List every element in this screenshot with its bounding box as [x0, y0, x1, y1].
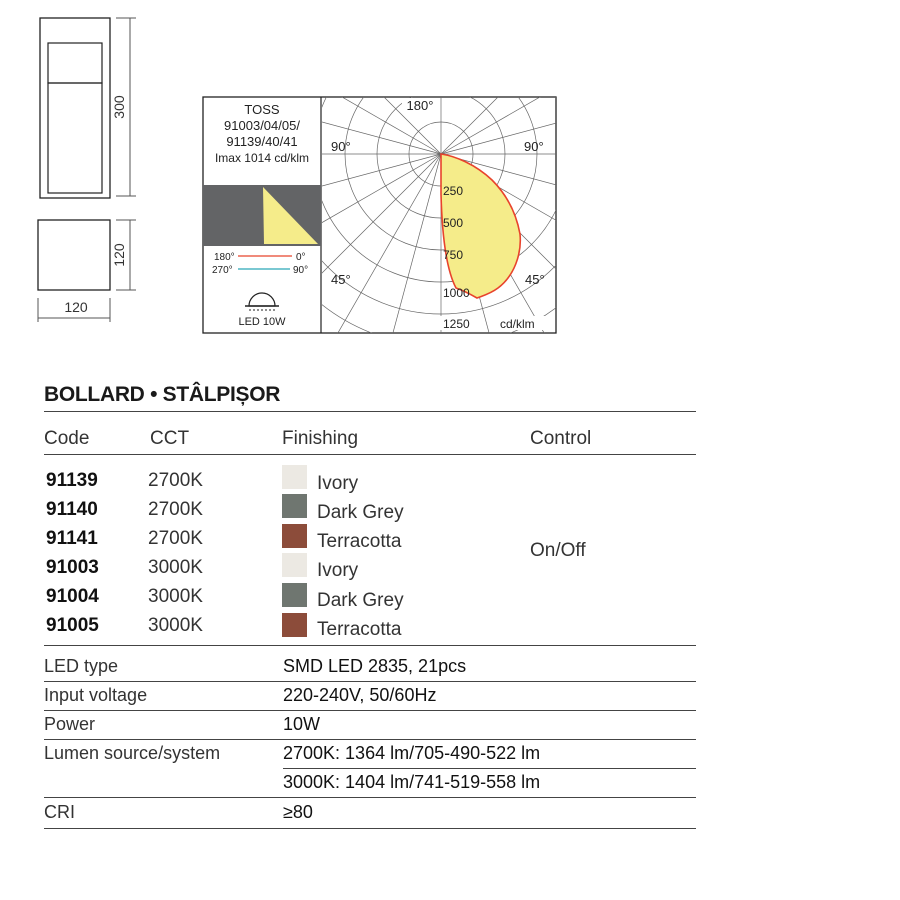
row-4-cct: 3000K — [148, 557, 203, 578]
row-1-cct: 2700K — [148, 470, 203, 491]
row-2-swatch — [282, 494, 307, 518]
codes-line-1: 91003/04/05/ — [224, 118, 300, 133]
height-top-label: 120 — [111, 243, 127, 267]
spec-divider-lumen — [283, 768, 696, 769]
ring-500-label: 500 — [443, 216, 464, 230]
ring-1000-label: 1000 — [443, 286, 470, 300]
legend-b-right: 90° — [293, 265, 309, 276]
dimension-drawing — [0, 0, 180, 340]
row-2-cct: 2700K — [148, 499, 203, 520]
angle-right-bottom-label: 45° — [525, 272, 545, 287]
header-code: Code — [44, 428, 90, 449]
product-title: BOLLARD • STÂLPIȘOR — [44, 383, 281, 406]
header-finishing: Finishing — [282, 428, 359, 449]
control-value: On/Off — [530, 540, 586, 561]
front-view-window — [48, 43, 102, 83]
row-2-finishing: Dark Grey — [317, 502, 404, 523]
front-view-body — [48, 83, 102, 193]
title-divider — [44, 411, 696, 412]
front-view-outline — [40, 18, 110, 198]
angle-top-label: 180° — [406, 98, 434, 113]
row-1-code: 91139 — [46, 470, 98, 491]
codes-line-2: 91139/40/41 — [226, 134, 298, 149]
voltage-value: 220-240V, 50/60Hz — [283, 685, 437, 705]
row-2-code: 91140 — [46, 499, 98, 520]
row-5-finishing: Dark Grey — [317, 590, 404, 611]
angle-left-top-label: 90° — [331, 139, 351, 154]
ring-1250-label: 1250 — [443, 317, 470, 331]
height-front-label: 300 — [111, 95, 127, 119]
angle-left-bottom-label: 45° — [331, 272, 351, 287]
voltage-label: Input voltage — [44, 685, 148, 705]
row-5-swatch — [282, 583, 307, 607]
unit-label: cd/klm — [500, 317, 535, 331]
spec-divider-3 — [44, 739, 696, 740]
width-top-label: 120 — [64, 299, 88, 315]
legend-a-left: 180° — [214, 252, 235, 263]
spec-divider-5 — [44, 828, 696, 829]
led-type-value: SMD LED 2835, 21pcs — [283, 656, 467, 676]
header-control: Control — [530, 428, 592, 449]
cri-label: CRI — [44, 802, 75, 822]
spec-divider-2 — [44, 710, 696, 711]
row-1-finishing: Ivory — [317, 473, 359, 494]
imax-label: Imax 1014 cd/klm — [214, 151, 310, 165]
power-value: 10W — [283, 714, 321, 734]
row-3-swatch — [282, 524, 307, 548]
spec-divider-4 — [44, 797, 696, 798]
row-3-code: 91141 — [46, 528, 98, 549]
lumen-value-1: 2700K: 1364 lm/705-490-522 lm — [283, 743, 541, 763]
led-type-label: LED type — [44, 656, 119, 676]
cri-value: ≥80 — [283, 802, 313, 822]
lamp-label: LED 10W — [238, 316, 286, 328]
lumen-label: Lumen source/system — [44, 743, 221, 763]
row-5-code: 91004 — [46, 586, 99, 607]
row-6-swatch — [282, 613, 307, 637]
row-6-code: 91005 — [46, 615, 99, 636]
lumen-value-2: 3000K: 1404 lm/741-519-558 lm — [283, 772, 541, 792]
brand-label: TOSS — [244, 102, 280, 117]
row-3-cct: 2700K — [148, 528, 203, 549]
top-view-outline — [38, 220, 110, 290]
ring-250-label: 250 — [443, 184, 464, 198]
row-3-finishing: Terracotta — [317, 531, 402, 552]
header-cct: CCT — [150, 428, 190, 449]
legend-b-left: 270° — [212, 265, 233, 276]
ring-750-label: 750 — [443, 248, 464, 262]
row-5-cct: 3000K — [148, 586, 203, 607]
row-4-finishing: Ivory — [317, 560, 359, 581]
legend-a-right: 0° — [296, 252, 306, 263]
angle-right-top-label: 90° — [524, 139, 544, 154]
spec-divider-1 — [44, 681, 696, 682]
row-4-code: 91003 — [46, 557, 99, 578]
row-6-finishing: Terracotta — [317, 619, 402, 640]
header-divider — [44, 454, 696, 455]
rows-divider — [44, 645, 696, 646]
row-6-cct: 3000K — [148, 615, 203, 636]
row-1-swatch — [282, 465, 307, 489]
power-label: Power — [44, 714, 96, 734]
photometric-diagram — [200, 94, 562, 338]
row-4-swatch — [282, 553, 307, 577]
